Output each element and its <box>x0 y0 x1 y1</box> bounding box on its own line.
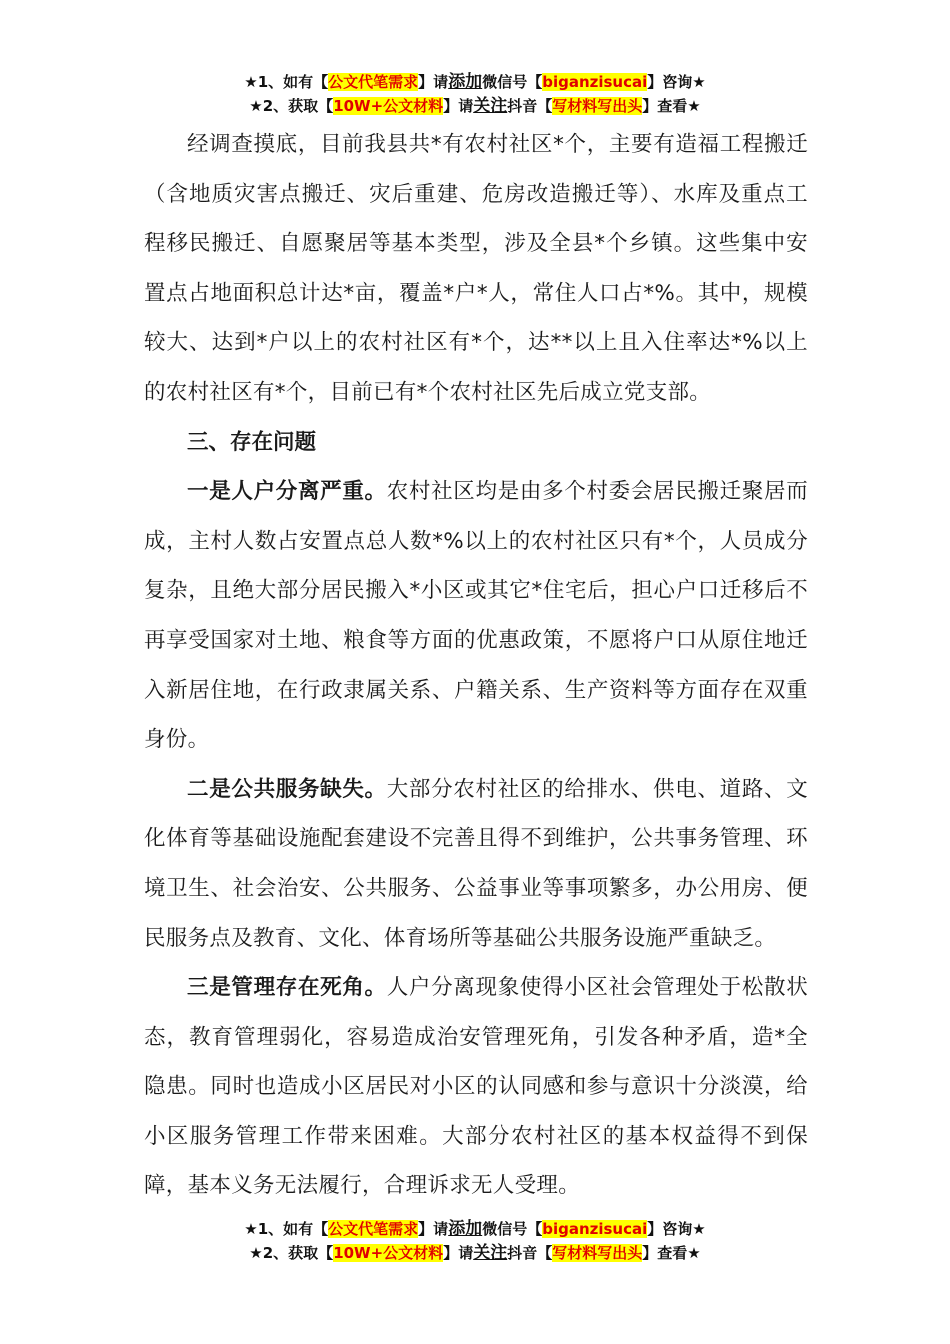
promo-footer <box>0 1217 950 1265</box>
promo-line-1: ★1、如有【公文代笔需求】请添加微信号【biganzisucai】咨询★ <box>244 1219 706 1239</box>
paragraph-survey: 经调查摸底，目前我县共*有农村社区*个，主要有造福工程搬迁（含地质灾害点搬迁、灾后重建、危房改造搬迁等）、水库及重点工程移民搬迁、自愿聚居等基本类型，涉及全县*个乡镇。这些集中安置点占地面积总计达*亩，覆盖*户*人，常住人口占*%。其中，规模较大、达到*户以上的农村社区有*个，达**以上且入住率达*%以上的农村社区有*个，目前已有*个农村社区先后成立党支部。 <box>144 132 808 405</box>
highlight-text: 公文代笔需求 <box>328 1220 419 1238</box>
wechat-id: biganzisucai <box>542 1220 648 1238</box>
douyin-account: 写材料写出头 <box>552 1244 643 1262</box>
highlight-text: 10W+公文材料 <box>333 1244 444 1262</box>
underlined-text: 关注 <box>473 96 508 116</box>
promo-header <box>0 70 950 118</box>
underlined-text: 添加 <box>448 1219 483 1239</box>
paragraph-issue-2: 二是公共服务缺失。大部分农村社区的给排水、供电、道路、文化体育等基础设施配套建设不完善且得不到维护，公共事务管理、环境卫生、社会治安、公共服务、公益事业等事项繁多，办公用房、便民服务点及教育、文化、体育场所等基础公共服务设施严重缺乏。 <box>144 776 808 951</box>
wechat-id: biganzisucai <box>542 73 648 91</box>
document-body <box>144 120 808 1211</box>
promo-line-1: ★1、如有【公文代笔需求】请添加微信号【biganzisucai】咨询★ <box>244 72 706 92</box>
issue-lead: 三是管理存在死角。 <box>187 975 387 1001</box>
underlined-text: 添加 <box>448 72 483 92</box>
paragraph-issue-3: 三是管理存在死角。人户分离现象使得小区社会管理处于松散状态，教育管理弱化，容易造成治安管理死角，引发各种矛盾，造*全隐患。同时也造成小区居民对小区的认同感和参与意识十分淡漠，给小区服务管理工作带来困难。大部分农村社区的基本权益得不到保障，基本义务无法履行，合理诉求无人受理。 <box>144 975 808 1199</box>
issue-lead: 二是公共服务缺失。 <box>187 776 387 802</box>
douyin-account: 写材料写出头 <box>552 97 643 115</box>
highlight-text: 公文代笔需求 <box>328 73 419 91</box>
promo-line-2: ★2、获取【10W+公文材料】请关注抖音【写材料写出头】查看★ <box>249 96 701 116</box>
underlined-text: 关注 <box>473 1243 508 1263</box>
highlight-text: 10W+公文材料 <box>333 97 444 115</box>
section-heading: 三、存在问题 <box>187 429 317 455</box>
paragraph-issue-1: 一是人户分离严重。农村社区均是由多个村委会居民搬迁聚居而成，主村人数占安置点总人数*%以上的农村社区只有*个，人员成分复杂，且绝大部分居民搬入*小区或其它*住宅后，担心户口迁移后不再享受国家对土地、粮食等方面的优惠政策，不愿将户口从原住地迁入新居住地，在行政隶属关系、户籍关系、生产资料等方面存在双重身份。 <box>144 479 808 753</box>
promo-line-2: ★2、获取【10W+公文材料】请关注抖音【写材料写出头】查看★ <box>249 1243 701 1263</box>
issue-lead: 一是人户分离严重。 <box>187 479 387 505</box>
